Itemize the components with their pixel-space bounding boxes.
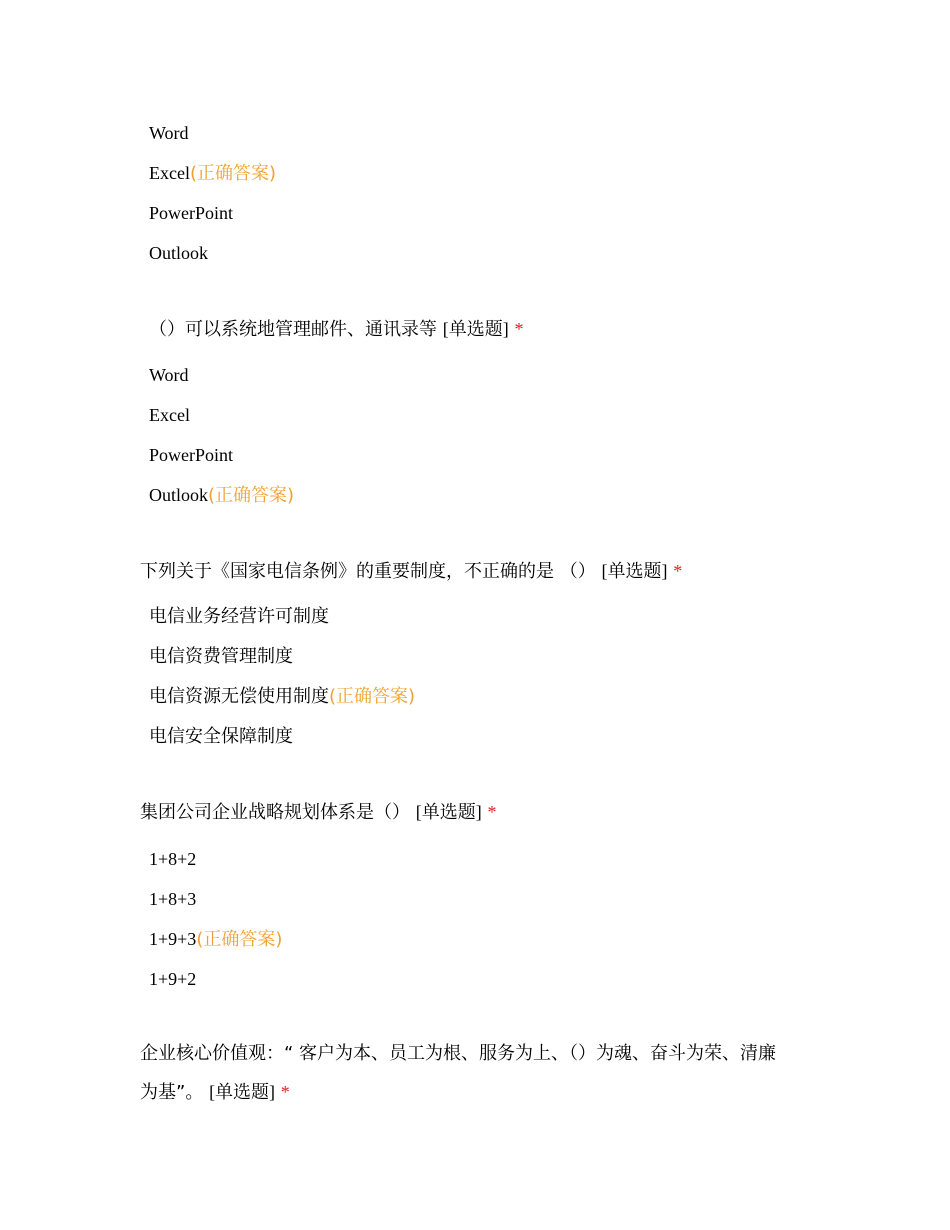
option-excel[interactable] xyxy=(149,161,276,186)
option-word[interactable] xyxy=(149,121,189,146)
option-item[interactable] xyxy=(149,645,293,669)
required-mark: * xyxy=(280,1082,290,1102)
option-text: 1+8+3 xyxy=(149,889,197,909)
question-title xyxy=(149,310,523,349)
option-text: 1+9+2 xyxy=(149,969,197,989)
required-mark: * xyxy=(487,802,497,822)
question-text: （）可以系统地管理邮件、通讯录等 xyxy=(149,319,437,340)
option-text: 电信业务经营许可制度 xyxy=(149,606,329,627)
option-item[interactable] xyxy=(149,605,329,629)
option-outlook[interactable] xyxy=(149,241,208,266)
option-excel[interactable] xyxy=(149,403,190,428)
option-text: 电信资源无偿使用制度 xyxy=(149,686,329,707)
correct-answer-mark: (正确答案) xyxy=(208,485,295,506)
question-text: 下列关于《国家电信条例》的重要制度，不正确的是 （） xyxy=(140,561,596,582)
option-text: 1+8+2 xyxy=(149,849,197,869)
question-title-line-1 xyxy=(140,1035,776,1073)
correct-answer-mark: (正确答案) xyxy=(196,929,283,950)
option-item[interactable] xyxy=(149,725,293,749)
question-title xyxy=(140,793,496,832)
option-text: Outlook xyxy=(149,485,209,505)
option-text: Outlook xyxy=(149,243,209,263)
question-title-line-2 xyxy=(140,1073,290,1112)
option-text: 电信资费管理制度 xyxy=(149,646,293,667)
option-powerpoint[interactable] xyxy=(149,443,233,468)
option-text: PowerPoint xyxy=(149,203,234,223)
option-text: 1+9+3 xyxy=(149,929,197,949)
option-outlook[interactable] xyxy=(149,483,294,508)
option-text: Excel xyxy=(149,163,190,183)
required-mark: * xyxy=(673,561,683,581)
question-text: 企业核心价值观：“ 客户为本、员工为根、服务为上、（）为魂、奋斗为荣、清廉 xyxy=(140,1043,777,1064)
option-text: Word xyxy=(149,123,189,143)
option-item[interactable] xyxy=(149,847,196,872)
question-type-tag: [单选题] xyxy=(415,802,482,822)
correct-answer-mark: (正确答案) xyxy=(329,686,416,707)
option-text: Excel xyxy=(149,405,190,425)
option-text: PowerPoint xyxy=(149,445,234,465)
question-type-tag: [单选题] xyxy=(209,1082,276,1102)
option-text: Word xyxy=(149,365,189,385)
required-mark: * xyxy=(514,319,524,339)
question-text: 为基”。 xyxy=(140,1082,204,1103)
question-type-tag: [单选题] xyxy=(601,561,668,581)
option-item[interactable] xyxy=(149,685,415,709)
question-text: 集团公司企业战略规划体系是（） xyxy=(140,802,416,823)
option-word[interactable] xyxy=(149,363,189,388)
option-powerpoint[interactable] xyxy=(149,201,233,226)
question-title xyxy=(140,552,682,591)
question-type-tag: [单选题] xyxy=(442,319,509,339)
option-text: 电信安全保障制度 xyxy=(149,726,293,747)
option-item[interactable] xyxy=(149,927,282,952)
correct-answer-mark: (正确答案) xyxy=(189,163,277,184)
option-item[interactable] xyxy=(149,967,196,992)
option-item[interactable] xyxy=(149,887,196,912)
